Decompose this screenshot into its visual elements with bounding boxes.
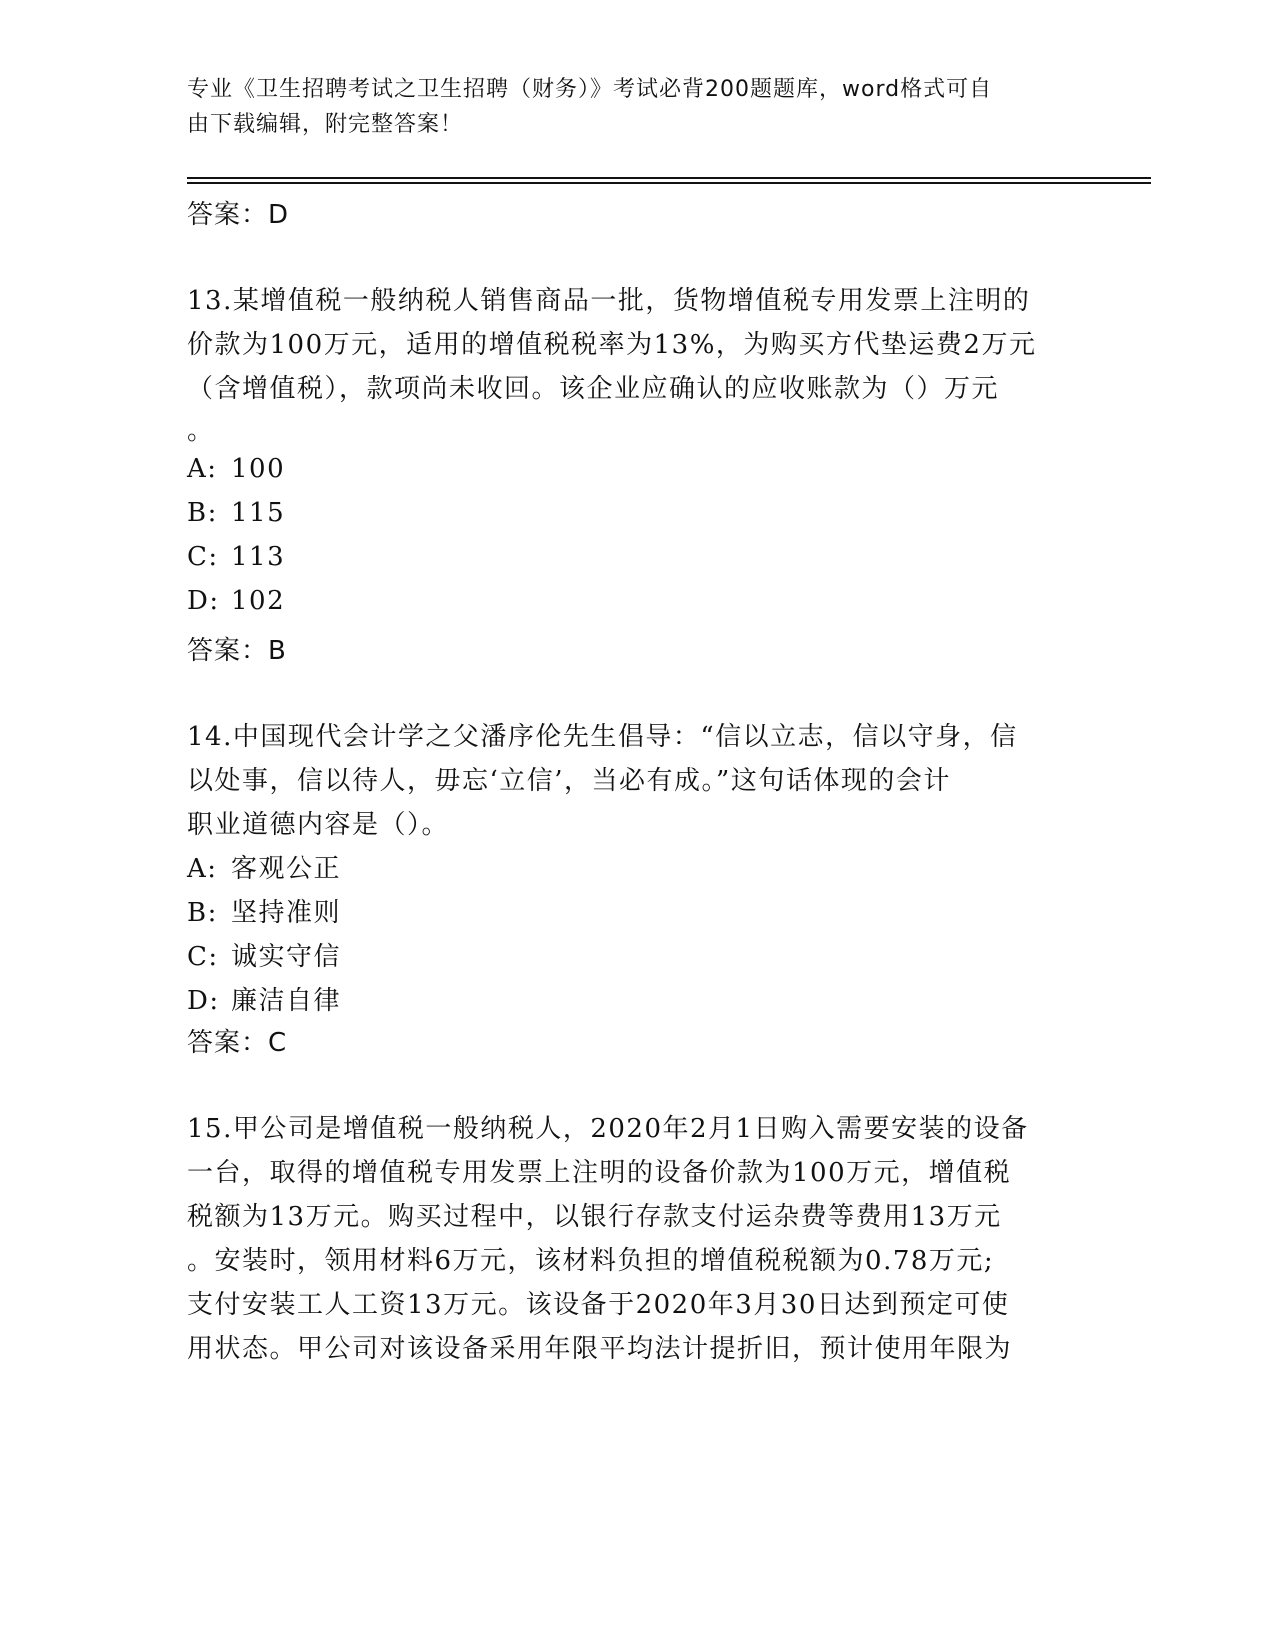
q14-option-c <box>187 936 341 973</box>
option-label: D: <box>187 586 220 616</box>
previous-answer: 答案：D <box>187 200 290 230</box>
q13-text-line-1: 13.某增值税一般纳税人销售商品一批，货物增值税专用发票上注明的 <box>187 286 1031 316</box>
q14-answer: 答案：C <box>187 1028 288 1058</box>
q15-text-line-4: 。安装时，领用材料6万元，该材料负担的增值税税额为0.78万元; <box>187 1246 995 1276</box>
option-label: B: <box>187 498 218 528</box>
option-label: D: <box>187 986 220 1016</box>
option-text: 102 <box>231 586 286 616</box>
option-text: 113 <box>231 542 286 572</box>
header-line-1: 专业《卫生招聘考试之卫生招聘（财务）》考试必背200题题库，word格式可自 <box>187 77 993 102</box>
q14-text-line-2: 以处事，信以待人，毋忘‘立信’，当必有成。”这句话体现的会计 <box>187 766 951 796</box>
option-label: A: <box>187 454 218 484</box>
document-header <box>187 72 1067 142</box>
option-label: C: <box>187 942 219 972</box>
q14-option-a <box>187 848 341 885</box>
q13-option-b <box>187 498 285 528</box>
q14-text-line-1: 14.中国现代会计学之父潘序伦先生倡导：“信以立志，信以守身，信 <box>187 722 1018 752</box>
q13-text-line-4: 。 <box>187 416 215 446</box>
option-text: 诚实守信 <box>231 942 342 972</box>
option-text: 廉洁自律 <box>231 986 342 1016</box>
header-line-2: 由下载编辑，附完整答案！ <box>187 112 464 137</box>
q15-text-line-1: 15.甲公司是增值税一般纳税人，2020年2月1日购入需要安装的设备 <box>187 1114 1029 1144</box>
header-divider-top <box>187 177 1151 179</box>
option-label: A: <box>187 854 218 884</box>
q13-option-c <box>187 542 285 572</box>
q14-option-d <box>187 980 341 1017</box>
q13-option-a <box>187 454 285 484</box>
option-text: 坚持准则 <box>231 898 342 928</box>
header-divider-bottom <box>187 182 1151 184</box>
option-label: B: <box>187 898 218 928</box>
option-text: 115 <box>231 498 286 528</box>
q13-text-line-3: （含增值税），款项尚未收回。该企业应确认的应收账款为（）万元 <box>187 374 1000 404</box>
q13-answer: 答案：B <box>187 636 287 666</box>
q14-text-line-3: 职业道德内容是（）。 <box>187 810 450 840</box>
q15-text-line-6: 用状态。甲公司对该设备采用年限平均法计提折旧，预计使用年限为 <box>187 1334 1013 1364</box>
q15-text-line-2: 一台，取得的增值税专用发票上注明的设备价款为100万元，增值税 <box>187 1158 1012 1188</box>
option-label: C: <box>187 542 219 572</box>
q13-text-line-2: 价款为100万元，适用的增值税税率为13%，为购买方代垫运费2万元 <box>187 330 1037 360</box>
q13-option-d <box>187 586 285 616</box>
q15-text-line-5: 支付安装工人工资13万元。该设备于2020年3月30日达到预定可使 <box>187 1290 1010 1320</box>
q15-text-line-3: 税额为13万元。购买过程中，以银行存款支付运杂费等费用13万元 <box>187 1202 1002 1232</box>
option-text: 100 <box>231 454 286 484</box>
option-text: 客观公正 <box>231 854 342 884</box>
q14-option-b <box>187 892 341 929</box>
